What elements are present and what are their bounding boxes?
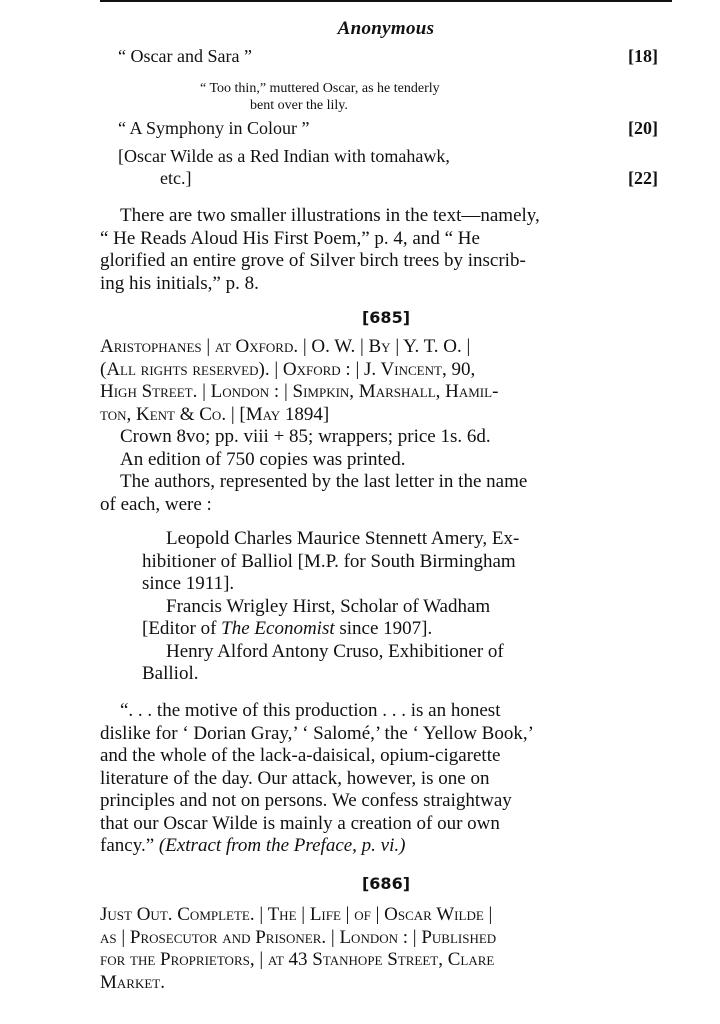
text-line [100, 835, 672, 858]
text-line: dislike for ‘ Dorian Gray,’ ‘ Salomé,’ the ‘ Yellow Book,’ [100, 722, 534, 744]
text-segment: since 1907]. [339, 618, 433, 639]
plate-number: [22] [628, 168, 658, 188]
text-line: Just Out. Complete. | The | Life | of | Oscar Wilde | [100, 904, 493, 925]
text-line: “. . . the motive of this production . . . is an honest [120, 700, 501, 721]
preface-quote [100, 700, 672, 858]
caption-line: bent over the lily. [250, 98, 348, 113]
authors-list [142, 528, 672, 686]
text-line: The authors, represented by the last letter in the name [120, 471, 528, 492]
text-line: An edition of 750 copies was printed. [120, 448, 406, 470]
running-header: Anonymous [337, 18, 435, 39]
text-line: as | Prosecutor and Prisoner. | London : | Published [100, 926, 497, 948]
text-line: Francis Wrigley Hirst, Scholar of Wadham [166, 595, 491, 617]
entry-number: [686] [361, 874, 411, 893]
journal-title: The Economist [221, 618, 335, 639]
text-segment: [Editor of [142, 618, 217, 639]
caption-line: “ Too thin,” muttered Oscar, as he tenderly [200, 81, 440, 96]
plate-title: etc.] [160, 168, 192, 188]
text-line: principles and not on persons. We confess straightway [100, 790, 512, 811]
quote-source: (Extract from the Preface, p. vi.) [158, 835, 406, 856]
entry-number: [685] [361, 308, 411, 327]
text-line: hibitioner of Balliol [M.P. for South Birmingham [142, 550, 516, 572]
text-line: Balliol. [142, 663, 199, 684]
text-line: There are two smaller illustrations in the text—namely, [120, 205, 540, 226]
text-line: and the whole of the lack-a-daisical, opium-cigarette [100, 745, 501, 766]
illustrations-paragraph [100, 205, 672, 295]
text-line: ton, Kent & Co. | [May 1894] [100, 403, 330, 425]
text-line: glorified an entire grove of Silver birch trees by inscrib- [100, 250, 526, 271]
plate-title: “ Oscar and Sara ” [118, 46, 252, 66]
entry-title [100, 336, 672, 426]
top-rule [100, 0, 672, 2]
text-line: Market. [100, 971, 165, 993]
plate-number: [18] [628, 46, 658, 66]
text-line: High Street. | London : | Simpkin, Marshall, Hamil- [100, 381, 499, 402]
text-line: “ He Reads Aloud His First Poem,” p. 4, and “ He [100, 227, 480, 249]
entry-title [100, 904, 672, 994]
text-line: literature of the day. Our attack, however, is one on [100, 767, 490, 789]
text-line: Henry Alford Antony Cruso, Exhibitioner of [166, 640, 504, 662]
text-line: for the Proprietors, | at 43 Stanhope Street, Clare [100, 949, 495, 970]
text-segment: fancy.” [100, 835, 155, 856]
text-line: Crown 8vo; pp. viii + 85; wrappers; price 1s. 6d. [120, 426, 491, 447]
plate-caption [200, 80, 600, 114]
text-line: that our Oscar Wilde is mainly a creation of our own [100, 812, 500, 834]
text-line: ing his initials,” p. 8. [100, 272, 259, 294]
text-line: Leopold Charles Maurice Stennett Amery, Ex- [166, 528, 520, 549]
plate-title: [Oscar Wilde as a Red Indian with tomahawk, [118, 146, 450, 166]
text-line: Aristophanes | at Oxford. | O. W. | By | Y. T. O. | [100, 336, 471, 357]
text-line: of each, were : [100, 493, 212, 515]
text-line [142, 618, 672, 641]
plate-number: [20] [628, 118, 658, 138]
entry-details [100, 426, 672, 516]
text-line: (All rights reserved). | Oxford : | J. Vincent, 90, [100, 358, 476, 380]
text-line: since 1911]. [142, 573, 235, 594]
plate-title: “ A Symphony in Colour ” [118, 118, 310, 138]
book-page [100, 0, 672, 1024]
